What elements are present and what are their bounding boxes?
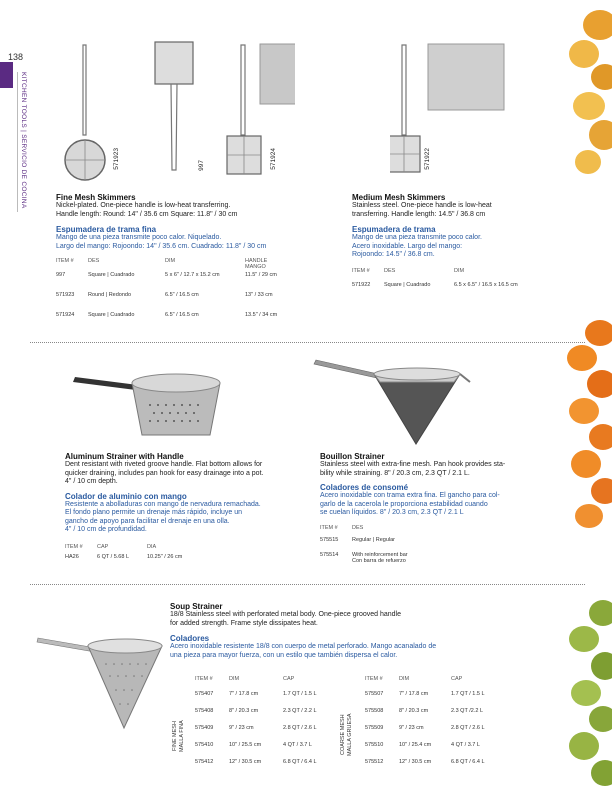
sidebar-section-label: KITCHEN TOOLS | SERVICIO DE COCINA [20,72,27,209]
product-description-es: Largo del mango: Rojoondo: 14" / 35.6 cm. Cuadrado: 11.8" / 30 cm [56,242,267,250]
product-description-es: una pieza para mayor fuerza, con un estilo que también dispersa el calor. [170,651,398,659]
product-description: 18/8 Stainless steel with perforated metal body. One-piece grooved handle [170,611,402,618]
table-header: DIM [229,676,240,682]
product-title-es: Espumadera de trama fina [56,225,157,234]
aluminum-strainer-image [70,355,230,445]
sku-label: 571922 [424,148,431,170]
soup-strainer-image [36,632,166,732]
table-header: ITEM # [65,543,83,550]
table-header: ITEM # [320,524,338,531]
product-description-es: gancho de apoyo para facilitar el drenaje en una olla. [65,517,230,525]
table-row: HA26 6 QT / 5.68 L 10.25" / 26 cm [65,553,183,560]
product-description-es: Acero inoxidable. Largo del mango: [352,242,463,250]
product-description: Handle length: Round: 14" / 35.6 cm Square: 11.8" / 30 cm [56,210,238,218]
table-header: DES [384,267,396,274]
product-description-es: Acero inoxidable resistente 18/8 con cuerpo de metal perforado. Mango acanalado de [170,643,437,650]
product-description-es: Mango de una pieza transmite poco calor. [352,234,482,241]
product-description: Stainless steel. One-piece handle is low-heat [352,202,492,209]
spec-table [65,544,315,564]
fine-mesh-section [56,193,346,322]
section-tab [0,62,13,88]
table-row: 575507 7" / 17.8 cm 1.7 QT / 1.5 L [365,691,485,697]
section-divider [30,342,585,343]
product-description-es: garlo de la cacerola le proporciona estabilidad cuando [320,500,488,508]
bouillon-strainer-image [312,352,482,450]
product-description-es: El fondo plano permite un drenaje más rápido, incluye un [65,509,243,516]
product-title: Aluminum Strainer with Handle [65,452,184,461]
medium-mesh-section [352,193,552,292]
table-row: 575408 8" / 20.3 cm 2.3 QT / 2.2 L [195,708,317,714]
product-description-es: se cuelan líquidos. 8" / 20.3 cm, 2.3 QT / 2.1 L [320,509,464,516]
aluminum-strainer-section [65,452,315,564]
table-row: 575410 10" / 25.5 cm 4 QT / 3.7 L [195,742,312,748]
product-description-es: Mango de una pieza transmite poco calor. Niquelado. [56,234,222,241]
product-title: Soup Strainer [170,602,223,611]
table-row: 575512 12" / 30.5 cm 6.8 QT / 6.4 L [365,759,485,765]
product-title-es: Coladores [170,634,210,643]
sku-label: 997 [198,160,205,171]
table-row: 575508 8" / 20.3 cm 2.3 QT /2.2 L [365,708,484,714]
table-header: HANDLE [245,258,268,264]
table-row: 575407 7" / 17.8 cm 1.7 QT / 1.5 L [195,691,317,697]
table-header: DIM [454,267,465,274]
spec-table [56,258,346,322]
table-row: 575515 Regular | Regular [320,536,396,543]
soup-coarse-table [365,676,535,769]
table-header: DES [352,524,364,531]
table-header: ITEM # [352,267,370,274]
product-title-es: Coladores de consomé [320,483,409,492]
spec-table [352,268,552,292]
product-description-es: Resistente a abolladuras con mango de nervadura remachada. [65,500,261,508]
table-header: ITEM # [195,676,213,682]
table-row: 575412 12" / 30.5 cm 6.8 QT / 6.4 L [195,759,317,765]
product-description-es: 4" / 10 cm de profundidad. [65,526,147,533]
product-description: bility while straining. 8" / 20.3 cm, 2.3 QT / 2.1 L. [320,469,470,477]
table-header: MANGO [245,264,266,270]
table-row: 575510 10" / 25.4 cm 4 QT / 3.7 L [365,742,480,748]
product-description-es: Rojoondo: 14.5" / 36.8 cm. [352,251,435,258]
decorative-vegetables [555,0,612,792]
product-description: for added strength. Frame style dissipates heat. [170,619,318,627]
table-row: 575514 With reinforcement bar Con barra de refuerzo [320,551,408,564]
soup-fine-table [195,676,355,769]
table-header: CAP [97,543,109,550]
product-title-es: Colador de aluminio con mango [65,491,187,501]
table-header: CAP [283,676,295,682]
bouillon-strainer-section [320,452,560,566]
table-header: DIM [165,258,176,264]
table-header: DIM [399,676,410,682]
sidebar-rule [17,72,18,212]
product-description: 4" / 10 cm depth. [65,478,118,485]
product-description: transferring. Handle length: 14.5" / 36.8 cm [352,210,486,218]
fine-mesh-label: FINE MESH MALLA FINA [172,720,185,752]
fine-mesh-skimmers-image [55,40,295,185]
product-title: Fine Mesh Skimmers [56,193,136,202]
soup-strainer-section [170,602,550,660]
table-row: 575509 9" / 23 cm 2.8 QT / 2.6 L [365,725,485,731]
product-title: Medium Mesh Skimmers [352,193,446,202]
table-header: DIA [147,543,157,550]
product-title: Bouillon Strainer [320,452,385,461]
table-row: 571922 Square | Cuadrado 6.5 x 6.5" / 16.5 x 16.5 cm [352,281,518,288]
table-header: DES [88,258,100,264]
page-number: 138 [8,52,24,62]
table-row: 571923 Round | Redondo 6.5" / 16.5 cm 13" / 33 cm [56,292,273,298]
medium-mesh-skimmer-image [390,40,540,180]
table-header: ITEM # [365,676,383,682]
table-header: ITEM # [56,258,74,264]
product-description: Stainless steel with extra-fine mesh. Pan hook provides sta- [320,461,506,468]
coarse-mesh-label: COARSE MESH MALLA GRUESA [340,713,353,757]
sku-label: 571923 [113,148,120,170]
product-description: Dent resistant with riveted groove handle. Flat bottom allows for [65,461,263,468]
table-row: 997 Square | Cuadrado 5 x 6" / 12.7 x 15.2 cm 11.5" / 29 cm [56,272,277,278]
product-description: quicker draining, includes pan hook for easy drainage into a pot. [65,469,264,477]
table-row: 575409 9" / 23 cm 2.8 QT / 2.6 L [195,725,317,731]
sku-label: 571924 [270,148,277,170]
product-description: Nickel-plated. One-piece handle is low-heat transferring. [56,202,231,209]
table-header: CAP [451,676,463,682]
product-description-es: Acero inoxidable con trama extra fina. El gancho para col- [320,492,500,499]
spec-table [320,525,560,566]
section-divider [30,584,585,585]
table-row: 571924 Square | Cuadrado 6.5" / 16.5 cm 13.5" / 34 cm [56,312,278,318]
product-title-es: Espumadera de trama [352,225,436,234]
